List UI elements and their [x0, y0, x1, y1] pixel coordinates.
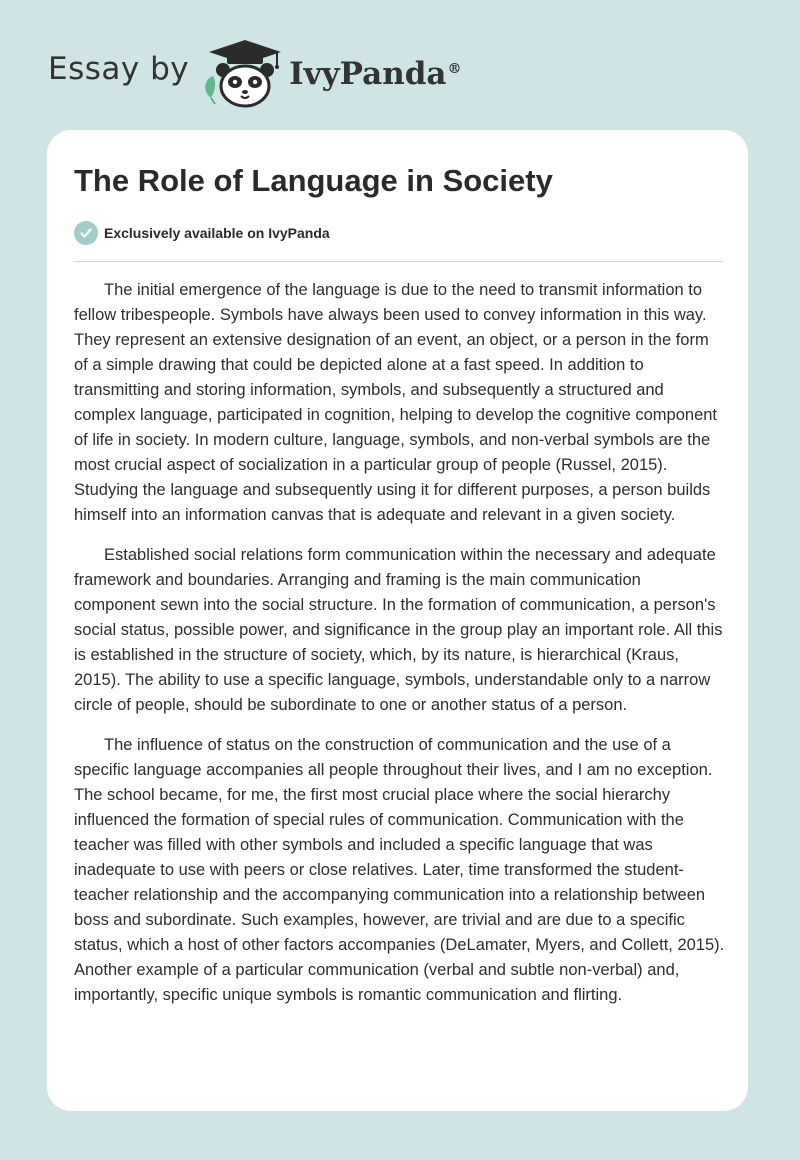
divider	[74, 261, 723, 262]
essay-card	[47, 130, 748, 1111]
paragraph: The initial emergence of the language is due to the need to transmit information to fellow tribespeople. Symbols have always been used to convey information in this way. They represent an extensive designation of an event, an object, or a person in the form of a simple drawing that could be depicted alone at a fast speed. In addition to transmitting and storing information, symbols, and subsequently a structured and complex language, participated in cognition, helping to develop the cognitive component of life in society. In modern culture, language, symbols, and non-verbal symbols are the most crucial aspect of socialization in a particular group of people (Russel, 2015). Studying the language and subsequently using it for different purposes, a person builds himself into an information canvas that is adequate and relevant in a given society.	[74, 281, 718, 524]
brand-name: IvyPanda®	[289, 56, 462, 92]
essay-body	[74, 278, 725, 1023]
essay-by-label: Essay by	[48, 51, 190, 87]
brand-header	[48, 36, 462, 108]
exclusive-badge-text: Exclusively available on IvyPanda	[104, 225, 330, 241]
paragraph: The influence of status on the construction of communication and the use of a specific language accompanies all people throughout their lives, and I am no exception. The school became, for me, the first most crucial place where the social hierarchy influenced the formation of special rules of communication. Communication with the teacher was filled with other symbols and included a specific language that was inadequate to use with peers or close relatives. Later, time transformed the student-teacher relationship and the accompanying communication into a relationship between boss and subordinate. Such examples, however, are trivial and are due to a specific status, which a host of other factors accompanies (DeLamater, Myers, and Collett, 2015). Another example of a particular communication (verbal and subtle non-verbal) and, importantly, specific unique symbols is romantic communication and flirting.	[74, 736, 725, 1004]
check-icon	[74, 221, 98, 245]
registered-mark: ®	[447, 60, 462, 77]
paragraph: Established social relations form communication within the necessary and adequate framework and boundaries. Arranging and framing is the main communication component sewn into the social structure. In the formation of communication, a person's social status, possible power, and significance in the group play an important role. All this is established in the structure of society, which, by its nature, is hierarchical (Kraus, 2015). The ability to use a specific language, symbols, understandable only to a narrow circle of people, should be subordinate to one or another status of a person.	[74, 546, 723, 714]
panda-graduate-logo-icon	[197, 36, 287, 108]
page-title: The Role of Language in Society	[74, 163, 553, 198]
exclusive-badge	[74, 221, 330, 245]
